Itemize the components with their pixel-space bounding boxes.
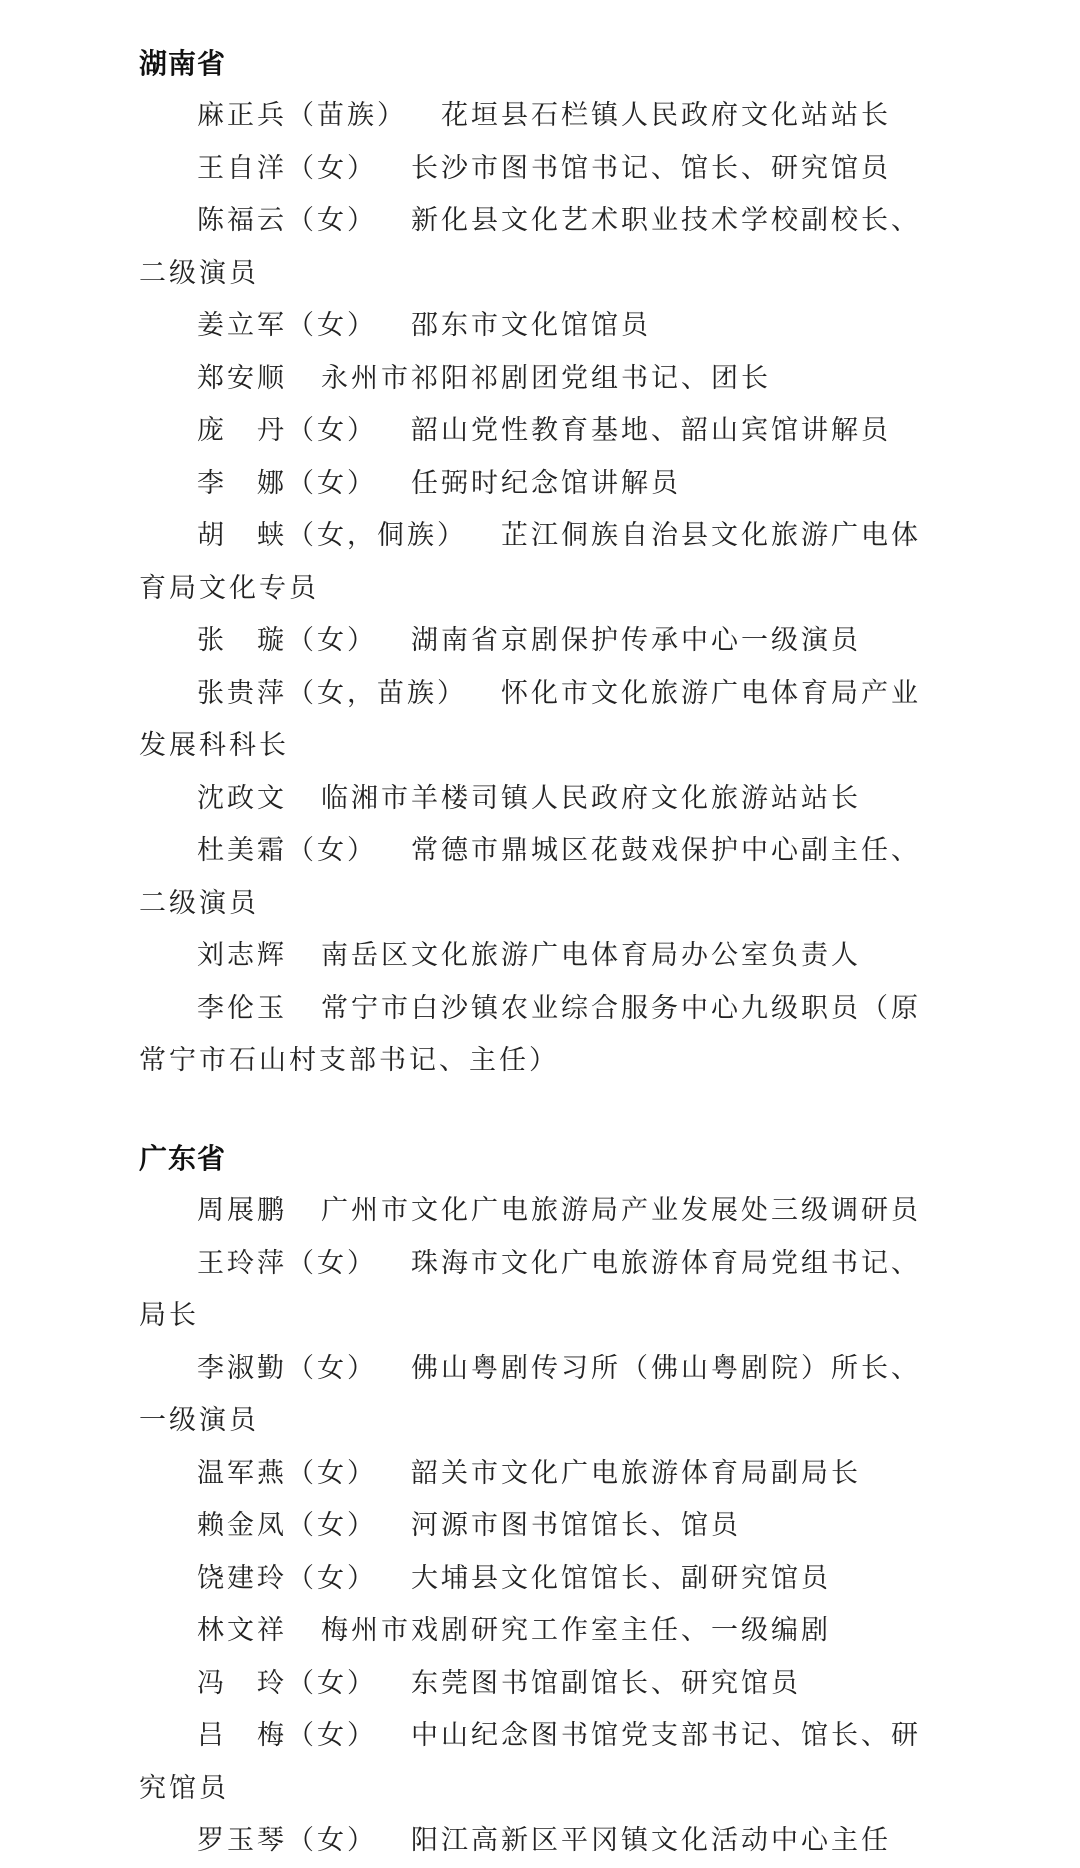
person-title: 花垣县石栏镇人民政府文化站站长 xyxy=(441,100,891,131)
person-name: 麻正兵（苗族） xyxy=(197,100,407,131)
list-item xyxy=(139,510,939,615)
person-title: 常宁市白沙镇农业综合服务中心九级职员（原常宁市石山村支部书记、主任） xyxy=(139,992,921,1076)
person-title: 东莞图书馆副馆长、研究馆员 xyxy=(411,1667,801,1699)
person-name: 张贵萍（女，苗族） xyxy=(197,677,467,709)
person-title: 梅州市戏剧研究工作室主任、一级编剧 xyxy=(321,1615,831,1646)
person-name: 沈政文 xyxy=(197,782,287,814)
person-title: 珠海市文化广电旅游体育局党组书记、局长 xyxy=(139,1247,921,1331)
person-title: 中山纪念图书馆党支部书记、馆长、研究馆员 xyxy=(139,1720,921,1804)
person-title: 韶山党性教育基地、韶山宾馆讲解员 xyxy=(411,415,891,446)
province-heading: 湖南省 xyxy=(139,47,227,80)
person-title: 佛山粤剧传习所（佛山粤剧院）所长、一级演员 xyxy=(139,1352,921,1436)
list-item xyxy=(139,1553,939,1606)
person-name: 刘志辉 xyxy=(197,940,287,971)
person-name: 李伦玉 xyxy=(197,992,287,1024)
list-item xyxy=(139,1710,939,1815)
person-title: 韶关市文化广电旅游体育局副局长 xyxy=(411,1457,861,1489)
province-section-guangdong xyxy=(139,1133,939,1868)
person-name: 饶建玲（女） xyxy=(197,1562,377,1594)
list-item xyxy=(139,300,939,353)
person-title: 常德市鼎城区花鼓戏保护中心副主任、二级演员 xyxy=(139,835,921,919)
person-title: 河源市图书馆馆长、馆员 xyxy=(411,1510,741,1541)
list-item xyxy=(139,1448,939,1501)
person-name: 杜美霜（女） xyxy=(197,835,377,866)
list-item xyxy=(139,983,939,1088)
person-title: 南岳区文化旅游广电体育局办公室负责人 xyxy=(321,940,861,971)
person-name: 冯 玲（女） xyxy=(197,1667,377,1699)
person-title: 长沙市图书馆书记、馆长、研究馆员 xyxy=(411,152,891,184)
person-title: 阳江高新区平冈镇文化活动中心主任 xyxy=(411,1825,891,1856)
person-name: 罗玉琴（女） xyxy=(197,1825,377,1856)
list-item xyxy=(139,668,939,773)
person-title: 大埔县文化馆馆长、副研究馆员 xyxy=(411,1562,831,1594)
person-title: 芷江侗族自治县文化旅游广电体育局文化专员 xyxy=(139,520,921,604)
person-title: 邵东市文化馆馆员 xyxy=(411,310,651,341)
person-name: 姜立军（女） xyxy=(197,310,377,341)
person-name: 王玲萍（女） xyxy=(197,1247,377,1279)
person-name: 赖金凤（女） xyxy=(197,1510,377,1541)
person-name: 陈福云（女） xyxy=(197,205,377,236)
list-item xyxy=(139,353,939,406)
person-name: 张 璇（女） xyxy=(197,625,377,656)
person-title: 广州市文化广电旅游局产业发展处三级调研员 xyxy=(321,1195,921,1226)
list-item xyxy=(139,825,939,930)
person-name: 林文祥 xyxy=(197,1615,287,1646)
person-name: 胡 蛱（女，侗族） xyxy=(197,520,467,551)
province-heading: 广东省 xyxy=(139,1142,227,1175)
person-name: 庞 丹（女） xyxy=(197,415,377,446)
person-title: 湖南省京剧保护传承中心一级演员 xyxy=(411,625,861,656)
list-item xyxy=(139,930,939,983)
list-item xyxy=(139,1815,939,1868)
person-name: 吕 梅（女） xyxy=(197,1720,377,1751)
person-name: 温军燕（女） xyxy=(197,1457,377,1489)
list-item xyxy=(139,1605,939,1658)
list-item xyxy=(139,615,939,668)
list-item xyxy=(139,405,939,458)
list-item xyxy=(139,90,939,143)
person-title: 临湘市羊楼司镇人民政府文化旅游站站长 xyxy=(321,782,861,814)
person-name: 郑安顺 xyxy=(197,362,287,394)
list-item xyxy=(139,1185,939,1238)
list-item xyxy=(139,1658,939,1711)
list-item xyxy=(139,1500,939,1553)
person-name: 周展鹏 xyxy=(197,1195,287,1226)
list-item xyxy=(139,1238,939,1343)
person-title: 怀化市文化旅游广电体育局产业发展科科长 xyxy=(139,677,921,761)
person-name: 王自洋（女） xyxy=(197,152,377,184)
list-item xyxy=(139,458,939,511)
province-section-hunan xyxy=(139,38,939,1088)
list-item xyxy=(139,143,939,196)
person-title: 新化县文化艺术职业技术学校副校长、二级演员 xyxy=(139,205,921,289)
person-title: 永州市祁阳祁剧团党组书记、团长 xyxy=(321,362,771,394)
person-title: 任弼时纪念馆讲解员 xyxy=(411,467,681,499)
list-item xyxy=(139,1343,939,1448)
list-item xyxy=(139,773,939,826)
list-item xyxy=(139,195,939,300)
person-name: 李淑勤（女） xyxy=(197,1352,377,1384)
person-name: 李 娜（女） xyxy=(197,467,377,499)
